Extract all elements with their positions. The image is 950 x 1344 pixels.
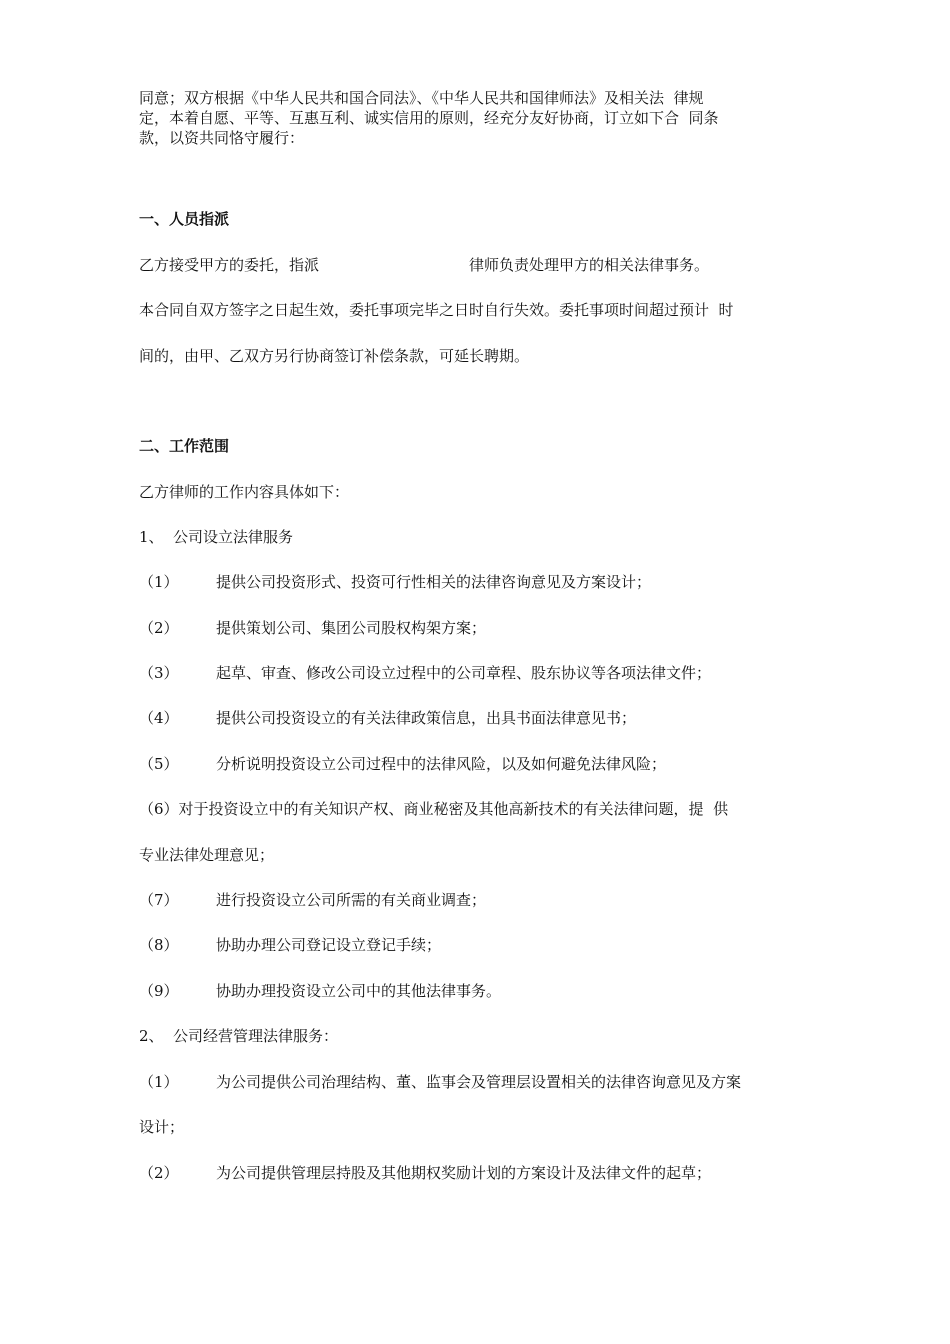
subitem-number: （3） bbox=[139, 664, 179, 682]
subitem-text: 进行投资设立公司所需的有关商业调查； bbox=[216, 891, 487, 909]
list-subitem bbox=[139, 618, 486, 638]
section-heading-personnel: 一、人员指派 bbox=[139, 210, 230, 228]
subitem-text: 提供公司投资设立的有关法律政策信息，出具书面法律意见书； bbox=[216, 709, 637, 727]
list-item-2-title: 公司经营管理法律服务： bbox=[173, 1027, 339, 1045]
subitem-text: 起草、审查、修改公司设立过程中的公司章程、股东协议等各项法律文件； bbox=[216, 664, 712, 682]
subitem-text: 协助办理投资设立公司中的其他法律事务。 bbox=[216, 982, 502, 1000]
subitem-text: 为公司提供公司治理结构、董、监事会及管理层设置相关的法律咨询意见及方案 bbox=[216, 1073, 742, 1091]
list-subitem bbox=[139, 663, 711, 683]
intro-line-3: 款，以资共同恪守履行： bbox=[139, 129, 305, 147]
subitem-number: （7） bbox=[139, 891, 179, 909]
list-item-2-heading bbox=[139, 1026, 338, 1046]
list-subitem bbox=[139, 708, 636, 728]
subitem-number: （1） bbox=[139, 1073, 179, 1091]
subitem-number: （5） bbox=[139, 755, 179, 773]
subitem-text: 分析说明投资设立公司过程中的法律风险，以及如何避免法律风险； bbox=[216, 755, 667, 773]
list-item-1-number: 1、 bbox=[139, 528, 164, 546]
assignment-text-before: 乙方接受甲方的委托，指派 bbox=[139, 256, 320, 274]
subitem-number: （2） bbox=[139, 1164, 179, 1182]
subitem-text: 提供公司投资形式、投资可行性相关的法律咨询意见及方案设计； bbox=[216, 573, 652, 591]
subitem-text: 提供策划公司、集团公司股权构架方案； bbox=[216, 619, 487, 637]
list-subitem bbox=[139, 1072, 741, 1092]
list-subitem bbox=[139, 754, 666, 774]
section-heading-scope: 二、工作范围 bbox=[139, 437, 230, 455]
subitem-number: （8） bbox=[139, 936, 179, 954]
subitem-number: （2） bbox=[139, 619, 179, 637]
section1-paragraph-2-line-2: 间的，由甲、乙双方另行协商签订补偿条款，可延长聘期。 bbox=[139, 347, 530, 365]
list-item-1-title: 公司设立法律服务 bbox=[173, 528, 294, 546]
list-item-1-heading bbox=[139, 527, 293, 547]
subitem-number: （9） bbox=[139, 982, 179, 1000]
section1-paragraph-1 bbox=[139, 255, 709, 275]
subitem-continuation: 设计； bbox=[139, 1118, 185, 1136]
subitem-6-line-2: 专业法律处理意见； bbox=[139, 846, 275, 864]
assignment-text-after: 律师负责处理甲方的相关法律事务。 bbox=[469, 256, 710, 274]
subitem-number: （1） bbox=[139, 573, 179, 591]
intro-line-1: 同意；双方根据《中华人民共和国合同法》、《中华人民共和国律师法》及相关法 律规 bbox=[139, 89, 704, 107]
subitem-text: 协助办理公司登记设立登记手续； bbox=[216, 936, 442, 954]
list-subitem bbox=[139, 1163, 711, 1183]
subitem-text: 为公司提供管理层持股及其他期权奖励计划的方案设计及法律文件的起草； bbox=[216, 1164, 712, 1182]
scope-intro: 乙方律师的工作内容具体如下： bbox=[139, 483, 350, 501]
list-subitem bbox=[139, 981, 501, 1001]
list-subitem bbox=[139, 572, 651, 592]
list-item-2-number: 2、 bbox=[139, 1027, 164, 1045]
section1-paragraph-2-line-1: 本合同自双方签字之日起生效，委托事项完毕之日时自行失效。委托事项时间超过预计 时 bbox=[139, 301, 734, 319]
list-subitem bbox=[139, 890, 486, 910]
intro-line-2: 定，本着自愿、平等、互惠互利、诚实信用的原则，经充分友好协商，订立如下合 同条 bbox=[139, 109, 719, 127]
subitem-number: （4） bbox=[139, 709, 179, 727]
list-subitem bbox=[139, 935, 441, 955]
subitem-6-line-1: （6）对于投资设立中的有关知识产权、商业秘密及其他高新技术的有关法律问题，提 供 bbox=[139, 800, 729, 818]
